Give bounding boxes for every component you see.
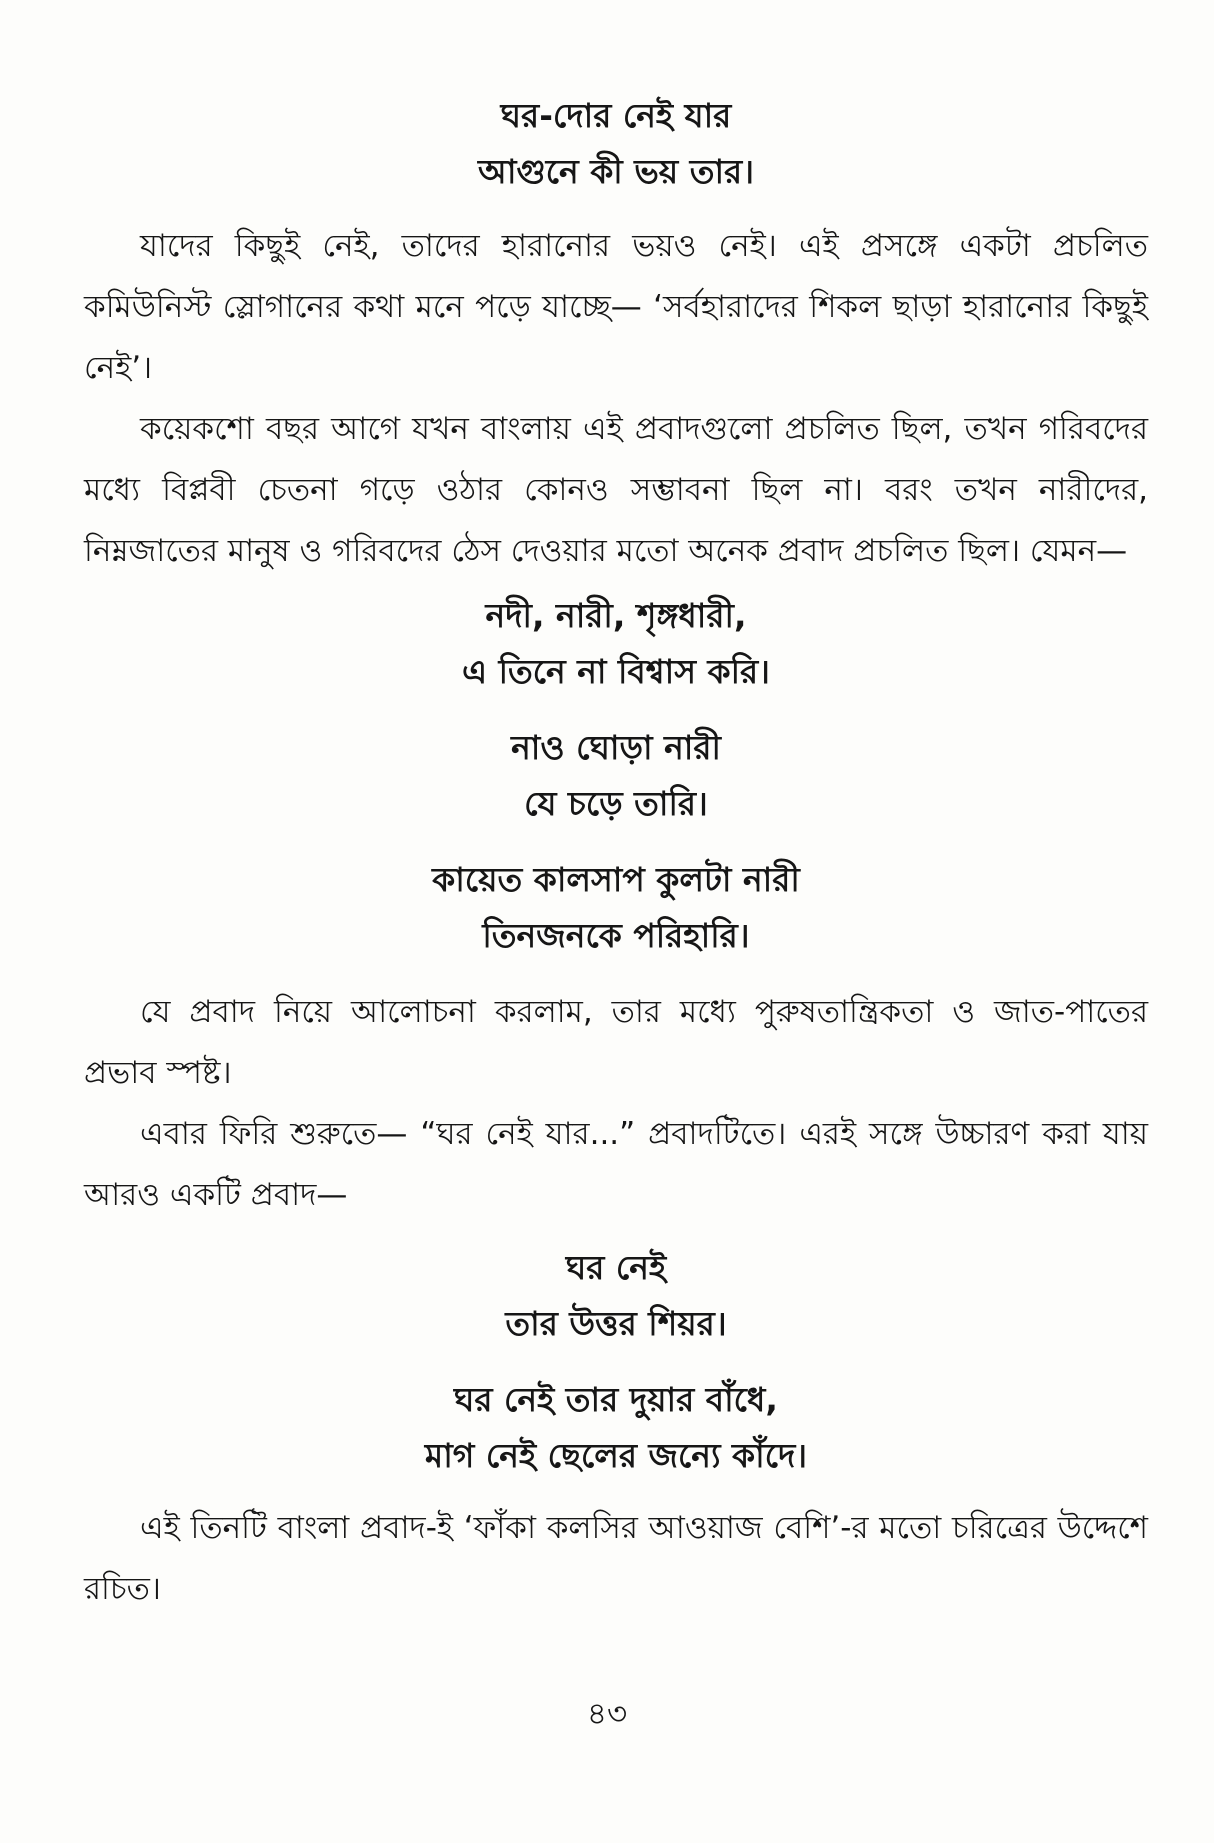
verse-line: ঘর নেই <box>565 1248 667 1287</box>
verse-line: আগুনে কী ভয় তার। <box>477 152 755 191</box>
verse-line: এ তিনে না বিশ্বাস করি। <box>462 652 770 691</box>
verse-kayet-kalsap <box>84 852 1148 964</box>
paragraph-prabad-history: কয়েকশো বছর আগে যখন বাংলায় এই প্রবাদগুলো প্রচলিত ছিল, তখন গরিবদের মধ্যে বিপ্লবী চেতনা গড়ে ওঠার কোনও সম্ভাবনা ছিল না। বরং তখন নারীদের, নিম্নজাতের মানুষ ও গরিবদের ঠেস দেওয়ার মতো অনেক প্রবাদ প্রচলিত ছিল। যেমন— <box>84 411 1148 569</box>
verse-line: ঘর-দোর নেই যার <box>500 96 732 135</box>
paragraph-sarbahara: যাদের কিছুই নেই, তাদের হারানোর ভয়ও নেই। এই প্রসঙ্গে একটা প্রচলিত কমিউনিস্ট স্লোগানের কথা মনে পড়ে যাচ্ছে— ‘সর্বহারাদের শিকল ছাড়া হারানোর কিছুই নেই’। <box>84 228 1148 386</box>
paragraph-patriarchy: যে প্রবাদ নিয়ে আলোচনা করলাম, তার মধ্যে পুরুষতান্ত্রিকতা ও জাত-পাতের প্রভাব স্পষ্ট। <box>84 994 1148 1091</box>
verse-line: যে চড়ে তারি। <box>524 784 708 823</box>
verse-ghar-nei-duyar <box>84 1372 1148 1484</box>
verse-nao-ghora <box>84 720 1148 832</box>
verse-ghar-dor <box>84 88 1148 200</box>
verse-line: তার উত্তর শিয়র। <box>505 1304 727 1343</box>
verse-nadi-nari <box>84 588 1148 700</box>
verse-line: ঘর নেই তার দুয়ার বাঁধে, <box>454 1380 778 1419</box>
verse-line: তিনজনকে পরিহারি। <box>482 916 750 955</box>
verse-line: নদী, নারী, শৃঙ্গধারী, <box>485 596 747 635</box>
verse-ghar-nei-uttar <box>84 1240 1148 1352</box>
paragraph-return: এবার ফিরি শুরুতে— “ঘর নেই যার...” প্রবাদটিতে। এরই সঙ্গে উচ্চারণ করা যায় আরও একটি প্রবাদ— <box>84 1116 1148 1213</box>
page-number: ৪৩ <box>586 1696 628 1732</box>
verse-line: মাগ নেই ছেলের জন্যে কাঁদে। <box>424 1436 808 1475</box>
paragraph-conclusion: এই তিনটি বাংলা প্রবাদ-ই ‘ফাঁকা কলসির আওয়াজ বেশি’-র মতো চরিত্রের উদ্দেশে রচিত। <box>84 1510 1148 1607</box>
verse-line: নাও ঘোড়া নারী <box>511 728 721 767</box>
verse-line: কায়েত কালসাপ কুলটা নারী <box>432 860 800 899</box>
